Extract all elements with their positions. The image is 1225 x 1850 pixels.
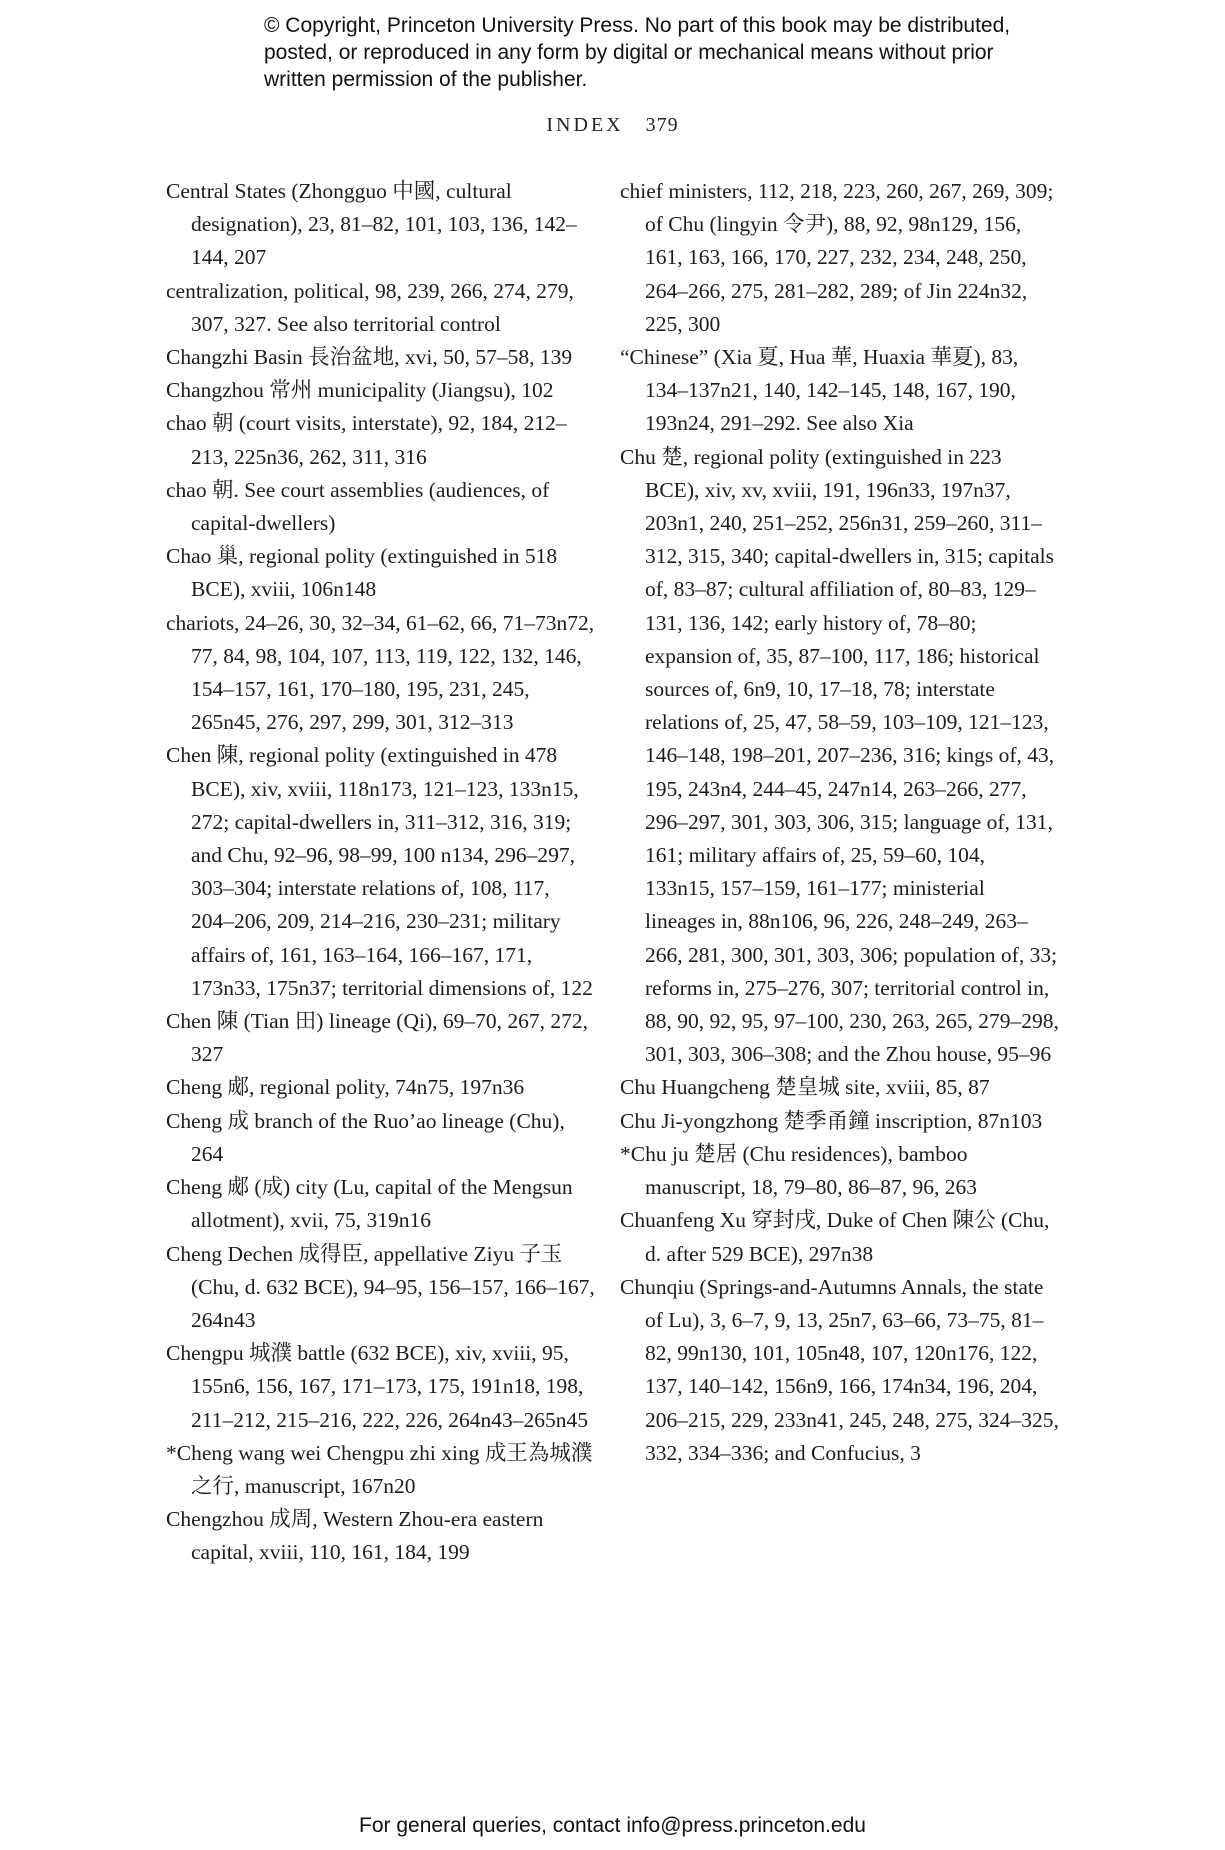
index-entry: Chuanfeng Xu 穿封戌, Duke of Chen 陳公 (Chu, d. after 529 BCE), 297n38: [620, 1208, 1050, 1266]
page-number: 379: [645, 114, 679, 136]
running-head-label: INDEX: [546, 114, 624, 136]
index-entry: chao 朝. See court assemblies (audiences, of capital-dwellers): [166, 477, 550, 536]
index-entry: Chu Ji-yongzhong 楚季甬鐘 inscription, 87n103: [620, 1108, 1043, 1133]
index-entry: Changzhi Basin 長治盆地, xvi, 50, 57–58, 139: [166, 345, 573, 370]
index-entry: Chao 巢, regional polity (extinguished in 518 BCE), xviii, 106n148: [166, 544, 558, 602]
index-entry: Cheng 成 branch of the Ruo’ao lineage (Chu), 264: [166, 1108, 565, 1166]
index-entry: Central States (Zhongguo 中國, cultural designation), 23, 81–82, 101, 103, 136, 142–144, 207: [166, 179, 577, 270]
index-entry: Cheng 郕, regional polity, 74n75, 197n36: [166, 1075, 525, 1100]
index-entry: Chengpu 城濮 battle (632 BCE), xiv, xviii, 95, 155n6, 156, 167, 171–173, 175, 191n18, 198, 211–212, 215–216, 222, 226, 264n43–265n45: [166, 1341, 588, 1432]
index-entry: Chengzhou 成周, Western Zhou-era eastern capital, xviii, 110, 161, 184, 199: [166, 1507, 544, 1565]
index-entry: centralization, political, 98, 239, 266, 274, 279, 307, 327. See also territorial control: [166, 278, 574, 336]
index-entry: Cheng Dechen 成得臣, appellative Ziyu 子玉 (Chu, d. 632 BCE), 94–95, 156–157, 166–167, 264n43: [166, 1241, 595, 1332]
index-entry: “Chinese” (Xia 夏, Hua 華, Huaxia 華夏), 83, 134–137n21, 140, 142–145, 148, 167, 190, 193n24, 291–292. See also Xia: [620, 345, 1019, 436]
index-entry: Chu Huangcheng 楚皇城 site, xviii, 85, 87: [620, 1075, 990, 1100]
index-entry: *Cheng wang wei Chengpu zhi xing 成王為城濮之行, manuscript, 167n20: [166, 1440, 593, 1498]
index-entry: Cheng 郕 (成) city (Lu, capital of the Mengsun allotment), xvii, 75, 319n16: [166, 1175, 573, 1233]
copyright-notice: © Copyright, Princeton University Press. No part of this book may be distributed, posted, or reproduced in any form by digital or mechanical means without prior written permission of the publisher.: [264, 14, 1011, 91]
index-entry: chief ministers, 112, 218, 223, 260, 267, 269, 309; of Chu (lingyin 令尹), 88, 92, 98n129, 156, 161, 163, 166, 170, 227, 232, 234, 248, 250, 264–266, 275, 281–282, 289; of Jin 224n32, 225, 300: [620, 179, 1054, 336]
running-head: [0, 114, 1225, 137]
index-entry: Chu 楚, regional polity (extinguished in 223 BCE), xiv, xv, xviii, 191, 196n33, 197n37, 203n1, 240, 251–252, 256n31, 259–260, 311–312, 315, 340; capital-dwellers in, 315; capitals of, 83–87; cultural affiliation of, 80–83, 129–131, 136, 142; early history of, 78–80; expansion of, 35, 87–100, 117, 186; historical sources of, 6n9, 10, 17–18, 78; interstate relations of, 25, 47, 58–59, 103–109, 121–123, 146–148, 198–201, 207–236, 316; kings of, 43, 195, 243n4, 244–45, 247n14, 263–266, 277, 296–297, 301, 303, 306, 315; language of, 131, 161; military affairs of, 25, 59–60, 104, 133n15, 157–159, 161–177; ministerial lineages in, 88n106, 96, 226, 248–249, 263–266, 281, 300, 301, 303, 306; population of, 33; reforms in, 275–276, 307; territorial control in, 88, 90, 92, 95, 97–100, 230, 263, 265, 279–298, 301, 303, 306–308; and the Zhou house, 95–96: [620, 444, 1059, 1067]
index-entry: Chunqiu (Springs-and-Autumns Annals, the state of Lu), 3, 6–7, 9, 13, 25n7, 63–66, 73–75, 81–82, 99n130, 101, 105n48, 107, 120n176, 122, 137, 140–142, 156n9, 166, 174n34, 196, 204, 206–215, 229, 233n41, 245, 248, 275, 324–325, 332, 334–336; and Confucius, 3: [620, 1274, 1059, 1465]
index-entry: Chen 陳 (Tian 田) lineage (Qi), 69–70, 267, 272, 327: [166, 1009, 588, 1067]
index-entry: *Chu ju 楚居 (Chu residences), bamboo manuscript, 18, 79–80, 86–87, 96, 263: [620, 1141, 978, 1200]
index-entry: Chen 陳, regional polity (extinguished in 478 BCE), xiv, xviii, 118n173, 121–123, 133n15, 272; capital-dwellers in, 311–312, 316, 319; and Chu, 92–96, 98–99, 100 n134, 296–297, 303–304; interstate relations of, 108, 117, 204–206, 209, 214–216, 230–231; military affairs of, 161, 163–164, 166–167, 171, 173n33, 175n37; territorial dimensions of, 122: [166, 743, 593, 1000]
index-column-left: [166, 175, 596, 1570]
index-entry: chariots, 24–26, 30, 32–34, 61–62, 66, 71–73n72, 77, 84, 98, 104, 107, 113, 119, 122, 132, 146, 154–157, 161, 170–180, 195, 231, 245, 265n45, 276, 297, 299, 301, 312–313: [166, 610, 595, 735]
index-entry: chao 朝 (court visits, interstate), 92, 184, 212–213, 225n36, 262, 311, 316: [166, 411, 567, 469]
index-entry: Changzhou 常州 municipality (Jiangsu), 102: [166, 378, 554, 403]
footer-contact: For general queries, contact info@press.princeton.edu: [359, 1814, 866, 1837]
index-column-right: [620, 175, 1060, 1470]
